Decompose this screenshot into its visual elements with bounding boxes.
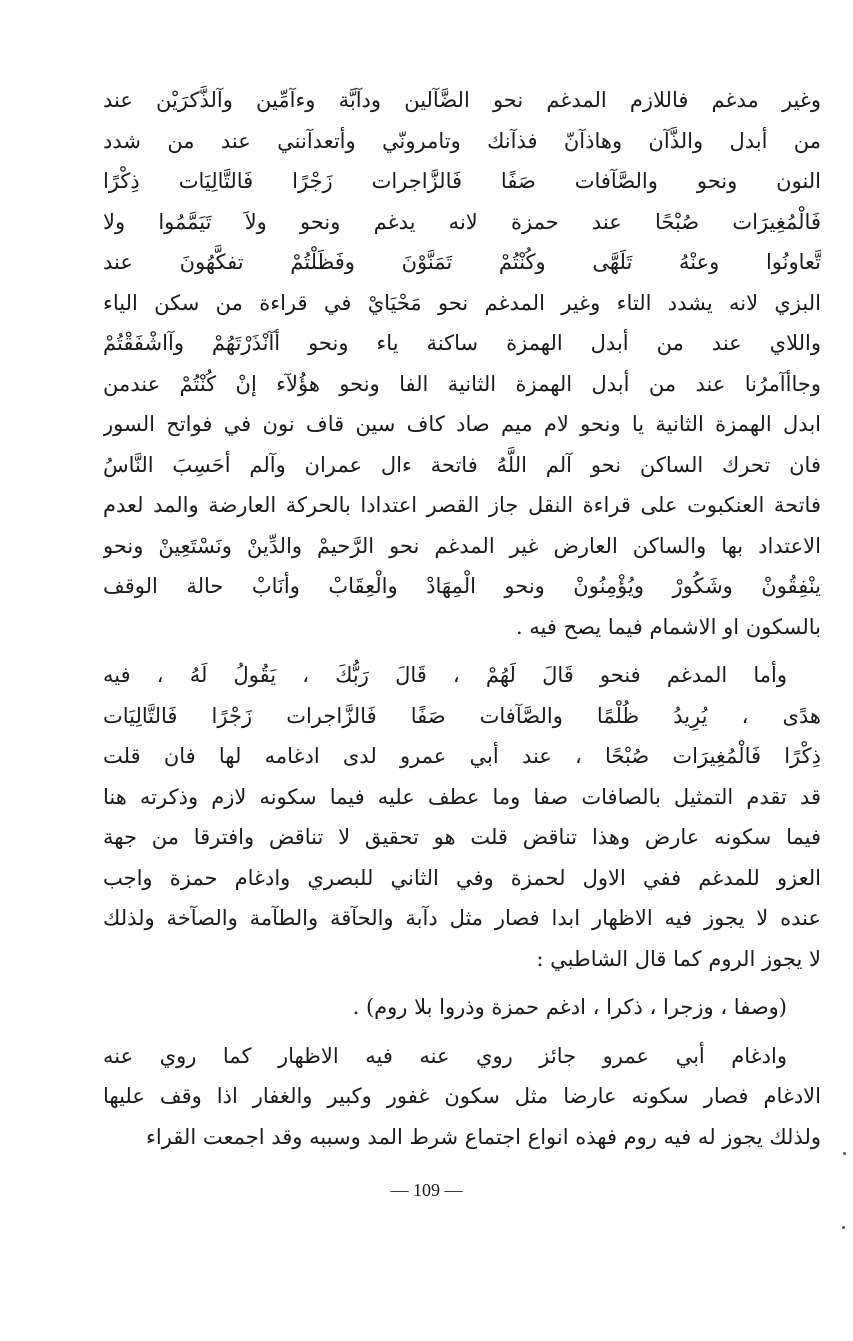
text-line: واللاي عند من أبدل الهمزة ساكنة ياء ونحو أآنْذَرْتَهُمْ وآاشْفَقْتُمْ — [103, 331, 821, 355]
paragraph — [103, 655, 821, 979]
text-line: ولذلك يجوز له فيه روم فهذه انواع اجتماع شرط المد وسببه وقد اجمعت القراء — [146, 1124, 821, 1149]
text-line: فَالْمُغِيرَات صُبْحًا عند حمزة لانه يدغم ونحو ولاَ تَيَمَّمُوا ولا — [103, 209, 821, 234]
text-line: تَّعاونُوا وعنْهُ تَلَهَّى وكُنْتُمْ تَمَنَّوْنَ وفَظَلْتُمْ تفكَّهُونَ عند — [103, 250, 821, 274]
text-line: البزي لانه يشدد التاء وغير المدغم نحو مَحْيَايْ في قراءة من سكن الياء — [103, 290, 821, 315]
text-line: وجاأآمرُنا عند من أبدل الهمزة الثانية الفا ونحو هؤُلآء إنْ كُنْتُمْ عندمن — [103, 371, 821, 396]
paragraph — [103, 1036, 821, 1158]
paragraph-gap — [103, 647, 821, 655]
text-line: النون ونحو والصَّآفات صَفًا فَالزَّاجرات زَجْرًا فَالتَّالِيَات ذِكْرًا — [103, 169, 821, 193]
text-line: فان تحرك الساكن نحو آلم اللَّهُ فاتحة ءال عمران وآلم أحَسِبَ النَّاسُ — [103, 452, 821, 477]
text-line: من أبدل والذَّآن وهاذآنّ فذآنك وتامرونّي وأتعدآنني عند من شدد — [103, 128, 821, 153]
text-line: عنده لا يجوز فيه الاظهار ابدا فصار مثل دآبة والحآقة والطآمة والصآخة ولذلك — [103, 906, 821, 930]
text-line: الاعتداد بها والساكن العارض غير المدغم نحو الرَّحيمْ والدِّينْ ونَسْتَعِينْ ونحو — [103, 533, 821, 558]
body-text — [103, 80, 821, 1157]
text-line: فاتحة العنكبوت على قراءة النقل جاز القصر اعتدادا بالحركة العارضة والمد لعدم — [103, 493, 821, 517]
paragraph-gap — [103, 1028, 821, 1036]
text-line: وأما المدغم فنحو قَالَ لَهُمْ ، قَالَ رَبُّكَ ، يَقُولُ لَهُ ، فيه — [103, 663, 787, 687]
text-line: ابدل الهمزة الثانية يا ونحو لام ميم صاد كاف سين قاف نون في فواتح السور — [103, 412, 821, 436]
verse-quote — [103, 987, 821, 1028]
text-line: الادغام فصار سكونه عارضا مثل سكون غفور وكبير والغفار اذا وقف عليها — [103, 1084, 821, 1108]
scan-speck — [843, 1152, 846, 1155]
paragraph — [103, 80, 821, 647]
text-line: بالسكون او الاشمام فيما يصح فيه . — [515, 614, 821, 639]
page-number: — 109 — — [390, 1180, 463, 1200]
paragraph-gap — [103, 979, 821, 987]
text-line: هدًى ، يُرِيدُ ظُلْمًا والصَّآفات صَفًا فَالزَّاجرات زَجْرًا فَالتَّالِيَات — [103, 703, 821, 728]
text-line: قد تقدم التمثيل بالصافات صفا وما عطف عليه فيما سكونه لازم وذكرته هنا — [103, 784, 821, 809]
text-line: ذِكْرًا فَالْمُغِيرَات صُبْحًا ، عند أبي عمرو لدى ادغامه لها فان قلت — [103, 744, 821, 768]
text-line: وادغام أبي عمرو جائز روي عنه فيه الاظهار كما روي عنه — [103, 1043, 787, 1068]
text-line: فيما سكونه عارض وهذا تناقض قلت هو تحقيق لا تناقض وافترقا من جهة — [103, 825, 821, 849]
text-line: العزو للمدغم ففي الاول لحمزة وفي الثاني للبصري وادغام حمزة واجب — [103, 865, 821, 890]
text-line: (وصفا ، وزجرا ، ذكرا ، ادغم حمزة وذروا بلا روم) . — [352, 995, 787, 1019]
text-line: وغير مدغم فاللازم المدغم نحو الضَّآلين ودآبَّة وءآمِّين وآلذَّكرَيْن عند — [103, 88, 821, 112]
scan-speck — [842, 1226, 845, 1229]
text-line: لا يجوز الروم كما قال الشاطبي : — [536, 946, 821, 971]
text-line: ينْفِقُونْ وشَكُورْ ويُؤْمِنُونْ ونحو الْمِهَادْ والْعِقَابْ وأنَابْ حالة الوقف — [103, 574, 821, 598]
